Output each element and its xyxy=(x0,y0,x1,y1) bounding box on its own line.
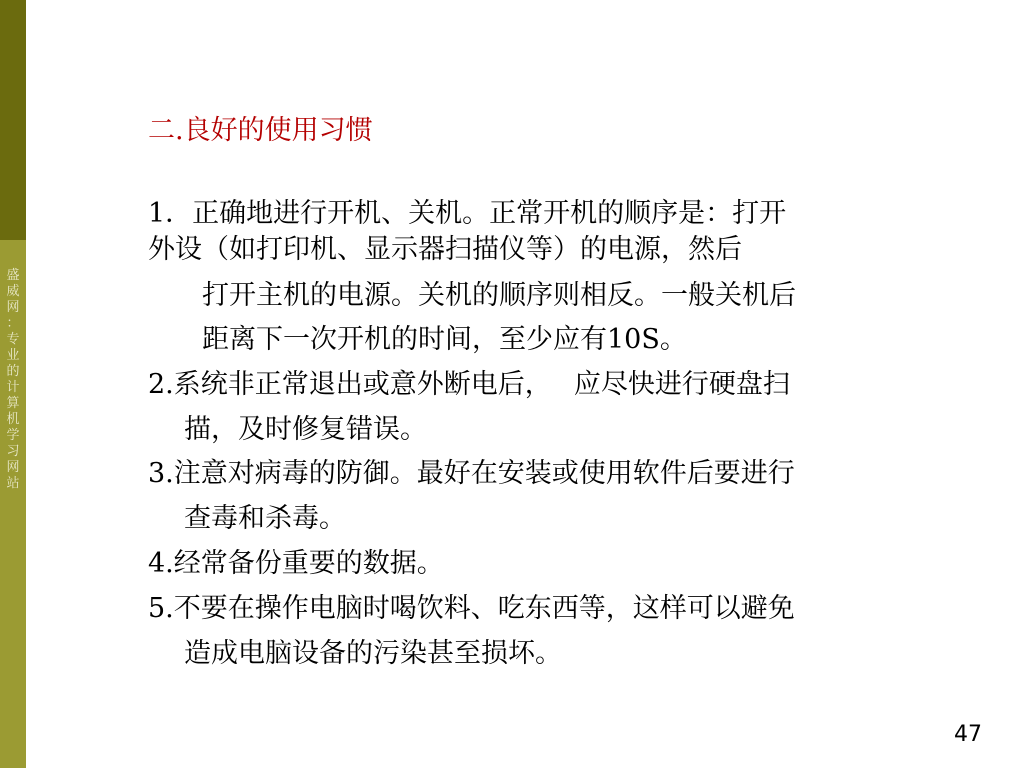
item-2-line-1: 2.系统非正常退出或意外断电后， 应尽快进行硬盘扫 xyxy=(148,369,790,400)
sidebar-char: 计 xyxy=(6,380,20,395)
sidebar-char: 专 xyxy=(6,332,20,347)
sidebar-vertical-text xyxy=(0,268,26,492)
page-number: 47 xyxy=(954,722,982,747)
sidebar-char: 网 xyxy=(6,460,20,475)
item-4-line-1: 4.经常备份重要的数据。 xyxy=(148,548,444,579)
item-1-line-4: 距离下一次开机的时间，至少应有10S。 xyxy=(202,324,687,355)
slide-title: 二.良好的使用习惯 xyxy=(148,115,373,146)
item-1-line-1: 1．正确地进行开机、关机。正常开机的顺序是：打开 xyxy=(148,198,787,229)
item-5-line-1: 5.不要在操作电脑时喝饮料、吃东西等，这样可以避免 xyxy=(148,593,795,624)
sidebar-char: 盛 xyxy=(6,268,20,283)
sidebar-char: ： xyxy=(6,316,20,331)
sidebar-char: 习 xyxy=(6,444,20,459)
item-3-line-1: 3.注意对病毒的防御。最好在安装或使用软件后要进行 xyxy=(148,458,795,489)
sidebar-top-block xyxy=(0,0,26,240)
item-3-line-2: 查毒和杀毒。 xyxy=(184,503,346,534)
sidebar-char: 的 xyxy=(6,364,20,379)
sidebar-char: 算 xyxy=(6,396,20,411)
sidebar-char: 学 xyxy=(6,428,20,443)
sidebar-char: 站 xyxy=(6,476,20,491)
sidebar-char: 机 xyxy=(6,412,20,427)
item-1-line-2: 外设（如打印机、显示器扫描仪等）的电源，然后 xyxy=(148,234,742,265)
sidebar-char: 威 xyxy=(6,284,20,299)
item-1-line-3: 打开主机的电源。关机的顺序则相反。一般关机后 xyxy=(202,280,796,311)
item-2-line-2: 描，及时修复错误。 xyxy=(184,414,427,445)
sidebar-char: 网 xyxy=(6,300,20,315)
sidebar-char: 业 xyxy=(6,348,20,363)
item-5-line-2: 造成电脑设备的污染甚至损坏。 xyxy=(184,638,562,669)
